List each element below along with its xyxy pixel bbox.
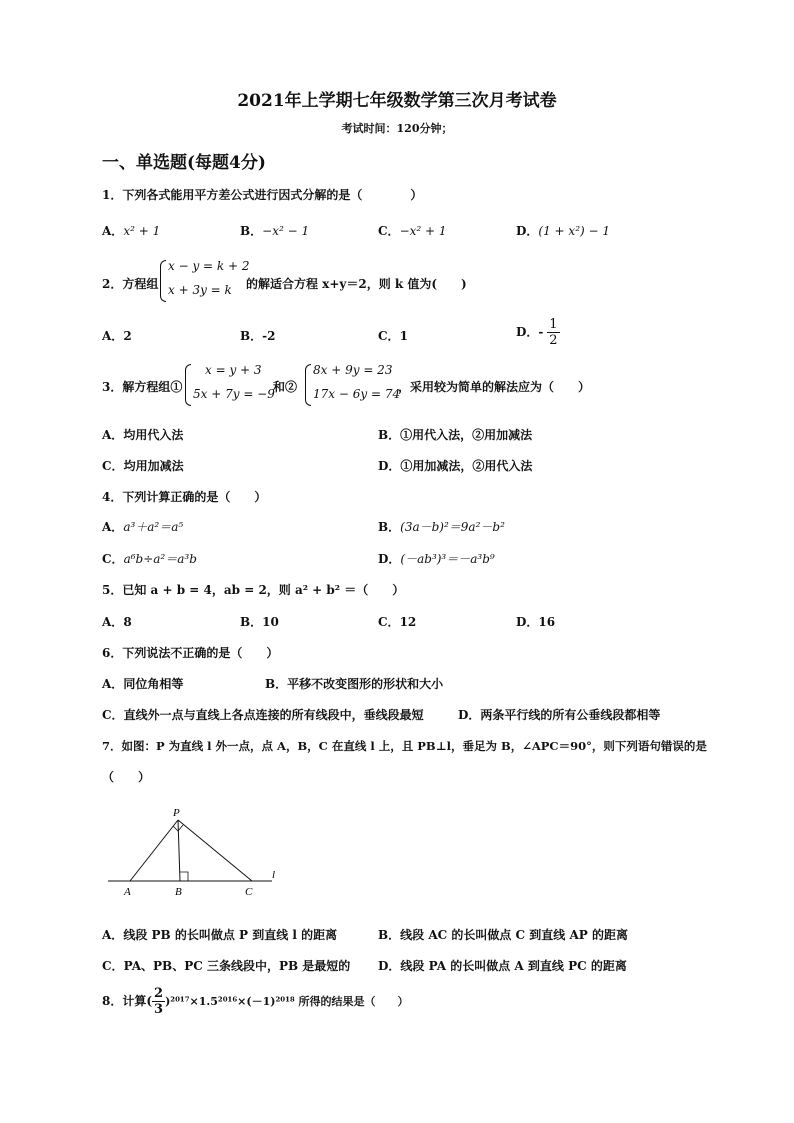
- q3-option-d: D．①用加减法，②用代入法: [378, 459, 533, 473]
- q5-option-d: D．16: [516, 615, 556, 629]
- exam-time: 考试时间：120分钟；: [341, 122, 453, 135]
- question-3-mid: 和②: [273, 380, 298, 394]
- q3-system2-eq2: 17x − 6y = 74: [313, 387, 401, 401]
- q6-option-c: C．直线外一点与直线上各点连接的所有线段中，垂线段最短: [102, 708, 424, 722]
- q7-option-c: C．PA、PB、PC 三条线段中，PB 是最短的: [102, 959, 351, 973]
- q4-option-d: D．(－ab³)³＝－a³b⁹: [378, 552, 495, 566]
- question-2-prefix: 2．方程组: [102, 277, 159, 291]
- q7-geometry-figure: [100, 800, 300, 900]
- q3-system2-brace: [305, 364, 311, 406]
- q3-system1-eq1: x = y + 3: [205, 363, 262, 377]
- q1-option-a: A．x² + 1: [102, 224, 161, 238]
- q4-option-c: C．a⁶b÷a²＝a³b: [102, 552, 197, 566]
- question-4-stem: 4．下列计算正确的是（ ）: [102, 490, 267, 504]
- right-angle-mark-b: [180, 872, 188, 881]
- q2-option-d-fraction: $\frac{1}{2}$: [549, 317, 558, 348]
- q1-option-d: D．(1 + x²) − 1: [516, 224, 610, 238]
- question-1-stem: 1．下列各式能用平方差公式进行因式分解的是（ ）: [102, 188, 423, 202]
- q6-option-b: B．平移不改变图形的形状和大小: [265, 677, 444, 691]
- q8-fraction: $\frac{2}{3}$: [154, 986, 164, 1017]
- label-l: l: [272, 869, 276, 881]
- q3-system1-brace: [185, 364, 191, 406]
- q3-option-b: B．①用代入法，②用加减法: [378, 428, 533, 442]
- label-b: B: [175, 886, 182, 898]
- label-a: A: [124, 886, 131, 898]
- q7-option-b: B．线段 AC 的长叫做点 C 到直线 AP 的距离: [378, 928, 628, 942]
- q2-equation-2: x + 3y = k: [168, 283, 232, 297]
- q7-option-d: D．线段 PA 的长叫做点 A 到直线 PC 的距离: [378, 959, 627, 973]
- q7-option-a: A．线段 PB 的长叫做点 P 到直线 l 的距离: [102, 928, 338, 942]
- segment-pc: [178, 820, 252, 881]
- label-p: P: [173, 807, 180, 819]
- segment-pa: [130, 820, 178, 881]
- q5-option-b: B．10: [240, 615, 279, 629]
- question-5-stem: 5．已知 a + b = 4，ab = 2，则 a² + b² ＝（ ）: [102, 583, 405, 597]
- q2-system-brace: [160, 260, 166, 302]
- q3-system1-eq2: 5x + 7y = −9: [193, 387, 275, 401]
- label-c: C: [245, 886, 253, 898]
- q1-option-c: C．−x² + 1: [378, 224, 447, 238]
- q2-option-c: C．1: [378, 329, 408, 343]
- question-3-suffix: ，采用较为简单的解法应为（ ）: [398, 380, 591, 394]
- q6-option-a: A．同位角相等: [102, 677, 184, 691]
- section-heading: 一、单选题(每题4分): [102, 153, 266, 173]
- q8-prefix: 8．计算(: [102, 994, 153, 1008]
- question-2-suffix: 的解适合方程 x+y＝2，则 k 值为( ): [246, 277, 467, 291]
- q2-option-d: D．- $\frac{1}{2}$: [516, 317, 558, 348]
- question-3-prefix: 3．解方程组①: [102, 380, 183, 394]
- q4-option-a: A．a³＋a²＝a⁵: [102, 520, 184, 534]
- exam-title: 2021年上学期七年级数学第三次月考试卷: [237, 91, 557, 111]
- q2-equation-1: x − y = k + 2: [168, 259, 250, 273]
- q3-option-c: C．均用加减法: [102, 459, 184, 473]
- question-7-stem-end: （ ）: [102, 770, 151, 784]
- q5-option-a: A．8: [102, 615, 132, 629]
- q2-option-b: B．-2: [240, 329, 276, 343]
- question-7-stem: 7．如图：P 为直线 l 外一点，点 A，B，C 在直线 l 上，且 PB⊥l，垂足为 B，∠APC＝90°，则下列语句错误的是: [102, 739, 707, 753]
- q8-rest: )²⁰¹⁷×1.5²⁰¹⁶×(－1)²⁰¹⁸ 所得的结果是（ ）: [165, 995, 409, 1008]
- question-8: [102, 986, 409, 1017]
- question-6-stem: 6．下列说法不正确的是（ ）: [102, 646, 279, 660]
- q5-option-c: C．12: [378, 615, 417, 629]
- q4-option-b: B．(3a－b)²＝9a²－b²: [378, 520, 505, 534]
- q6-option-d: D．两条平行线的所有公垂线段都相等: [458, 708, 661, 722]
- q3-system2-eq1: 8x + 9y = 23: [313, 363, 393, 377]
- q2-option-a: A．2: [102, 329, 132, 343]
- q3-option-a: A．均用代入法: [102, 428, 184, 442]
- q1-option-b: B．−x² − 1: [240, 224, 310, 238]
